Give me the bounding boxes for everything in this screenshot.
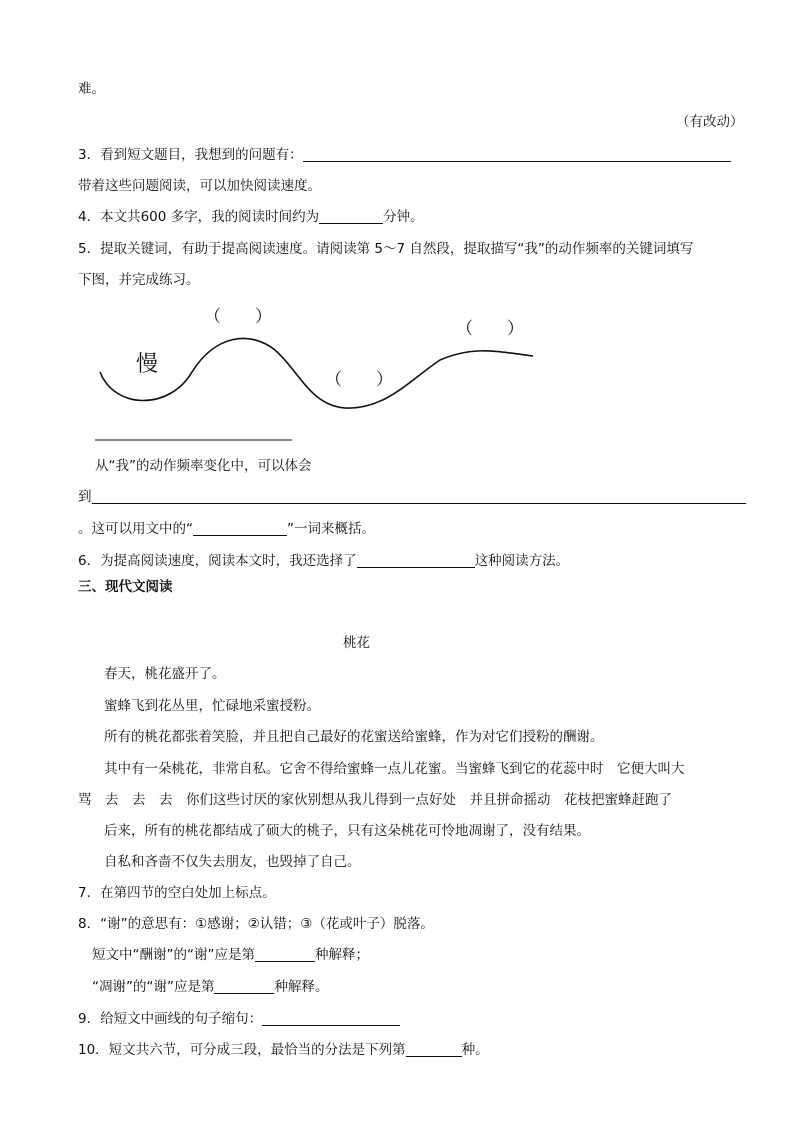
answer-blank[interactable] [214, 979, 274, 994]
question-8-part-1 [92, 946, 369, 964]
answer-parens[interactable]: （ ） [204, 307, 272, 327]
question-8-part-2-end: 种解释。 [274, 979, 329, 995]
question-7: 7．在第四节的空白处加上标点。 [78, 885, 276, 901]
question-5-summary-end: ”一词来概括。 [287, 521, 375, 537]
answer-parens[interactable]: （ ） [456, 319, 524, 339]
question-8-part-1-text: 短文中“酬谢”的“谢”应是第 [92, 947, 255, 963]
question-5-summary-text: 。这可以用文中的“ [78, 521, 193, 537]
paragraph-5: 后来，所有的桃花都结成了硕大的桃子，只有这朵桃花可怜地凋谢了，没有结果。 [104, 823, 590, 839]
question-8-part-2-text: “凋谢”的“谢”应是第 [92, 979, 215, 995]
paragraph-4: 其中有一朵桃花，非常自私。它舍不得给蜜蜂一点儿花蜜。当蜜蜂飞到它的花蕊中时 它便大叫大 [104, 761, 685, 777]
section-heading: 三、现代文阅读 [78, 579, 173, 595]
slow-label: 慢 [136, 352, 159, 377]
answer-blank[interactable] [255, 947, 315, 962]
answer-parens[interactable]: （ ） [325, 370, 393, 390]
paragraph-6: 自私和吝啬不仅失去朋友，也毁掉了自己。 [104, 854, 361, 870]
paragraph-1: 春天，桃花盛开了。 [104, 666, 226, 682]
question-4-unit: 分钟。 [383, 209, 424, 225]
answer-blank[interactable] [262, 1011, 400, 1026]
paragraph-4-cont: 骂 去 去 去 你们这些讨厌的家伙别想从我儿得到一点好处 并且拼命摇动 花枝把蜜蜂赶跑了 [78, 792, 672, 808]
question-10-end: 种。 [461, 1042, 489, 1058]
question-9 [78, 1010, 400, 1028]
question-4-text: 4．本文共600 多字，我的阅读时间约为 [78, 209, 320, 225]
question-8-part-2 [92, 978, 328, 996]
question-10 [78, 1041, 489, 1059]
question-3-note: 带着这些问题阅读，可以加快阅读速度。 [78, 178, 321, 194]
question-3-text: 3．看到短文题目，我想到的问题有： [78, 147, 303, 163]
question-5-summary [78, 520, 375, 538]
frequency-wave [100, 338, 533, 408]
question-8: 8．“谢”的意思有：①感谢；②认错；③（花或叶子）脱落。 [78, 916, 434, 932]
question-6-end: 这种阅读方法。 [474, 553, 570, 569]
question-5-prompt: 从“我”的动作频率变化中，可以体会 [95, 458, 312, 474]
paragraph-2: 蜜蜂飞到花丛里，忙碌地采蜜授粉。 [104, 698, 320, 714]
question-5-to: 到 [78, 489, 92, 505]
text-line: 难。 [78, 81, 105, 97]
answer-blank[interactable] [92, 489, 746, 504]
question-10-text: 10．短文共六节，可分成三段，最恰当的分法是下列第 [78, 1042, 406, 1058]
question-8-part-1-end: 种解释； [314, 947, 369, 963]
answer-blank[interactable] [193, 521, 287, 536]
question-9-text: 9．给短文中画线的句子缩句： [78, 1011, 263, 1027]
question-5: 5．提取关键词，有助于提高阅读速度。请阅读第 5～7 自然段，提取描写“我”的动作频率的关键词填写 [78, 241, 694, 257]
question-6-text: 6．为提高阅读速度，阅读本文时，我还选择了 [78, 553, 357, 569]
answer-blank[interactable] [357, 553, 475, 568]
question-6 [78, 552, 569, 570]
paragraph-3: 所有的桃花都张着笑脸，并且把自己最好的花蜜送给蜜蜂，作为对它们授粉的酬谢。 [104, 729, 604, 745]
source-note: （有改动） [676, 114, 744, 130]
question-5-cont: 下图，并完成练习。 [78, 272, 200, 288]
article-title: 桃花 [343, 635, 370, 651]
answer-blank[interactable] [406, 1042, 462, 1057]
question-5-answer-line [78, 488, 746, 506]
